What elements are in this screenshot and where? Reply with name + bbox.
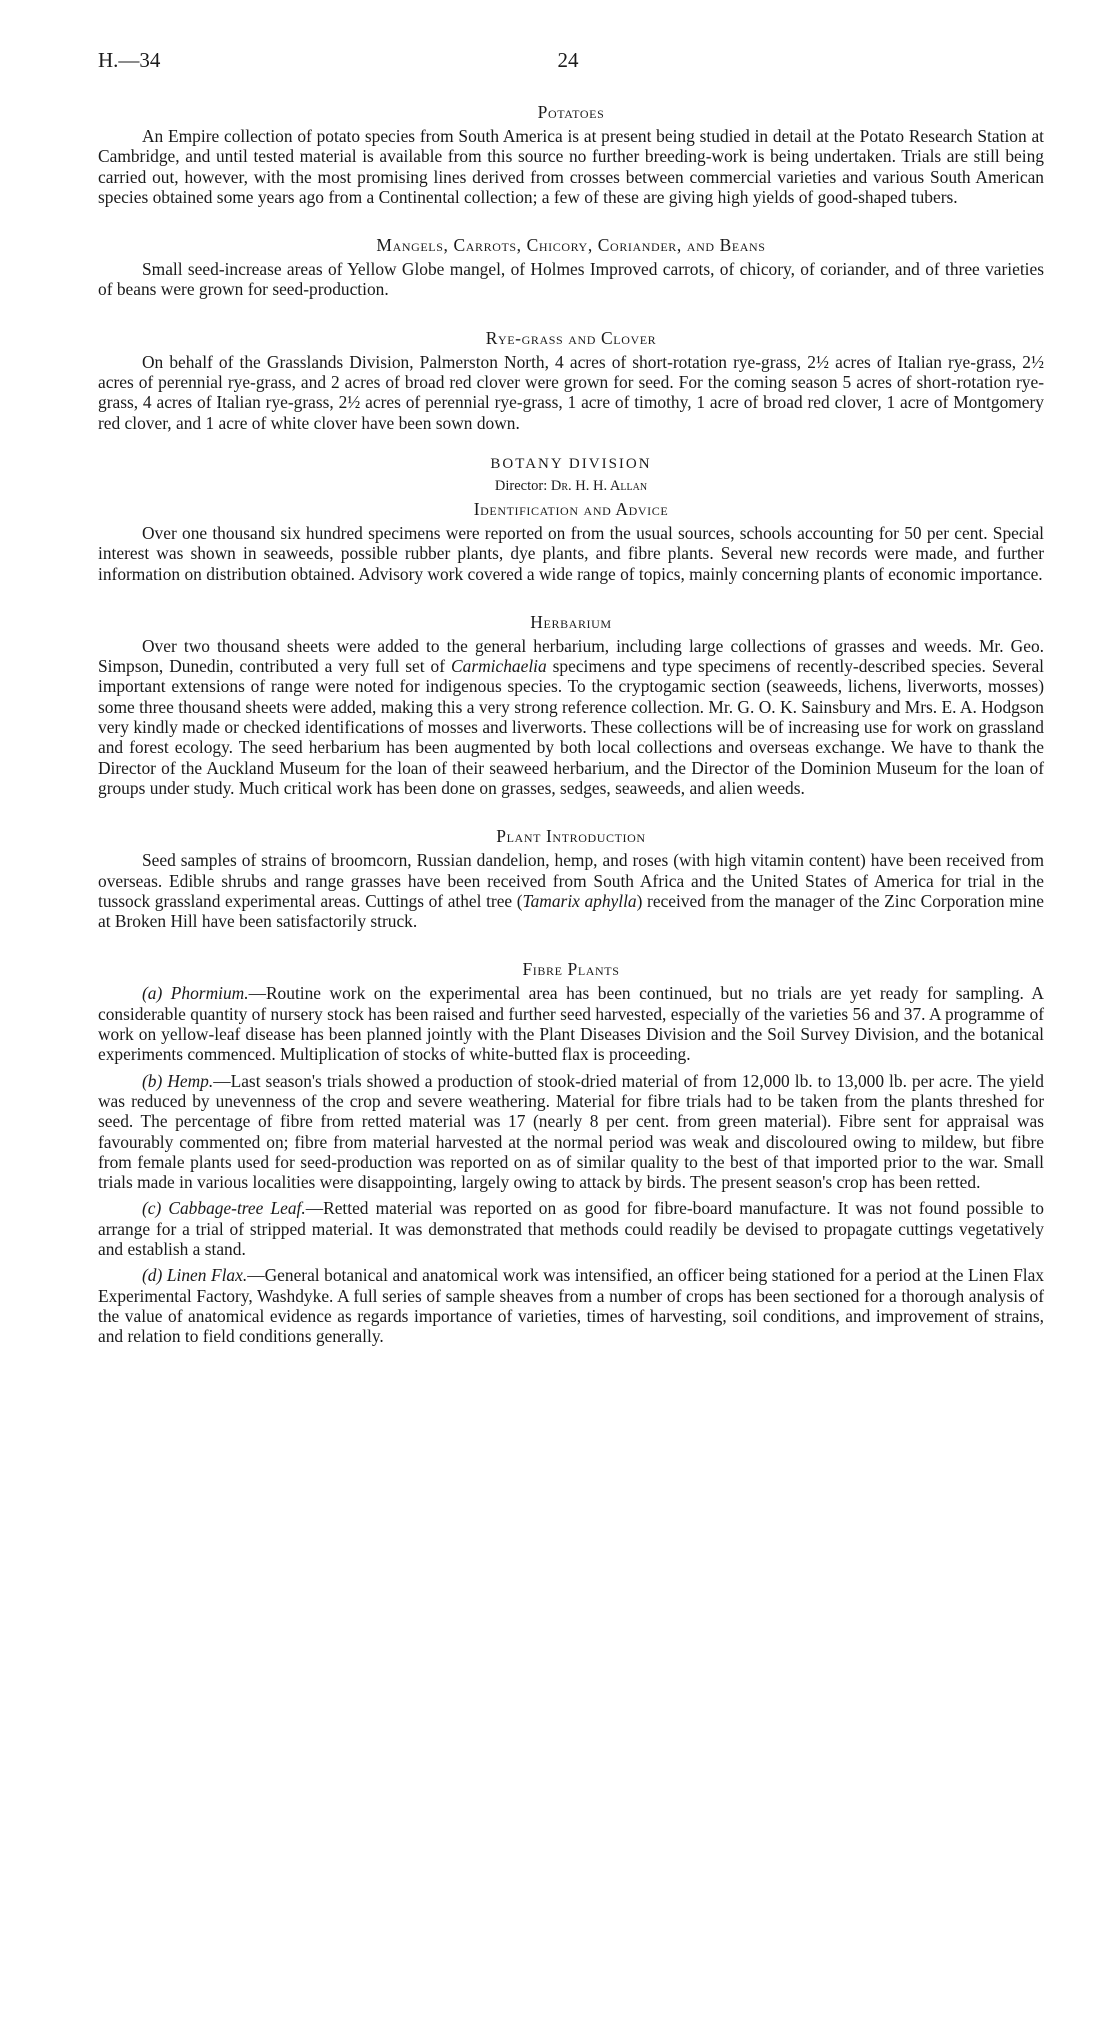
fibre-c-label: (c) [142,1198,162,1219]
herbarium-text-b: specimens and type specimens of recently-described species. Several important extensions of range were noted for indigenous species. To the cryptogamic section (seaweeds, lichens, liverworts, mosses) some three thousand sheets were added, making this a very strong reference collection. Mr. G. O. K. Sainsbury and Mrs. E. A. Hodgson very kindly made or checked identifications of mosses and liverworts. These collections will be of increasing use for work on grassland and forest ecology. The seed herbarium has been augmented by both local collections and overseas exchange. We have to thank the Director of the Auckland Museum for the loan of their seaweed herbarium, and the Director of the Dominion Museum for the loan of groups under study. Much critical work has been done on grasses, sedges, seaweeds, and alien weeds. [98,656,1045,798]
fibre-d-text: —General botanical and anatomical work was intensified, an officer being stationed for a period at the Linen Flax Experimental Factory, Washdyke. A full series of sample sheaves from a number of crops has been sectioned for a thorough analysis of the value of anatomical evidence as regards importance of varieties, times of harvesting, soil conditions, and improvement of strains, and relation to field conditions generally. [98,1265,1044,1347]
heading-fibre-plants: Fibre Plants [522,959,620,980]
paragraph-potatoes: An Empire collection of potato species from South America is at present being studied in detail at the Potato Research Station at Cambridge, and until tested material is available from this source no further breeding-work is being undertaken. Trials are still being carried out, however, with the most promising lines derived from crosses between commercial varieties and various South American species obtained some years ago from a Continental collection; a few of these are giving high yields of good-shaped tubers. [98,126,1044,207]
heading-ryegrass: Rye-grass and Clover [485,327,657,348]
fibre-a-label: (a) [142,983,163,1004]
director-line [98,475,1044,497]
paragraph-fibre-c [98,1198,1044,1259]
fibre-b-text: —Last season's trials showed a production of stook-dried material of from 12,000 lb. to 13,000 lb. per acre. The yield was reduced by unevenness of the crop and severe weathering. Material for fibre trials had to be taken from the plants threshed for seed. The percentage of fibre from retted material was 17 (nearly 8 per cent. from green material). Fibre sent for appraisal was favourably commented on; fibre from material harvested at the normal period was weak and discoloured owing to mildew, but fibre from female plants used for seed-production was reported on as of similar quality to the best of that imported prior to the war. Small trials made in various localities were disappointing, largely owing to attack by birds. The present season's crop has been retted. [98,1070,1044,1193]
fibre-a-text: —Routine work on the experimental area has been continued, but no trials are yet ready for sampling. A considerable quantity of nursery stock has been raised and further seed harvested, especially of the varieties 56 and 37. A programme of work on yellow-leaf disease has been planned jointly with the Plant Diseases Division and the Soil Survey Division, and the botanical experiments commenced. Multiplication of stocks of white-butted flax is proceeding. [98,983,1044,1065]
paragraph-ryegrass: On behalf of the Grasslands Division, Palmerston North, 4 acres of short-rotation rye-grass, 2½ acres of Italian rye-grass, 2½ acres of perennial rye-grass, and 2 acres of broad red clover were grown for seed. For the coming season 5 acres of short-rotation rye-grass, 4 acres of Italian rye-grass, 2½ acres of perennial rye-grass, 1 acre of timothy, 1 acre of broad red clover, 1 acre of Montgomery red clover, and 1 acre of white clover have been sown down. [98,351,1044,433]
director-label: Director: [494,477,548,494]
heading-potatoes: Potatoes [537,102,605,122]
paragraph-plant-introduction [98,850,1044,931]
page-number: 24 [557,48,579,72]
fibre-a-title: Phormium. [170,983,249,1004]
paragraph-identification: Over one thousand six hundred specimens were reported on from the usual sources, schools accounting for 50 per cent. Special interest was shown in seaweeds, possible rubber plants, dye plants, and fibre plants. Several new records were made, and further information on distribution obtained. Advisory work covered a wide range of topics, mainly concerning plants of economic importance. [98,522,1044,584]
genus-carmichaelia: Carmichaelia [451,656,547,677]
species-tamarix: Tamarix aphylla [522,890,637,911]
fibre-b-title: Hemp. [167,1070,214,1091]
document-reference: H.—34 [98,48,161,72]
herbarium-text-a: Over two thousand sheets were added to the general herbarium, including large collections of grasses and weeds. Mr. Geo. Simpson, Dunedin, contributed a very full set of [98,635,1044,677]
heading-identification: Identification and Advice [473,498,669,519]
paragraph-herbarium [98,636,1044,798]
fibre-b-label: (b) [142,1070,163,1091]
paragraph-fibre-b [98,1071,1044,1193]
fibre-d-label: (d) [142,1265,163,1286]
fibre-d-title: Linen Flax. [166,1265,248,1286]
body-text [98,100,1044,1346]
fibre-c-title: Cabbage-tree Leaf. [168,1198,306,1219]
running-header [98,48,1038,78]
paragraph-fibre-d [98,1265,1044,1346]
heading-mangels: Mangels, Carrots, Chicory, Coriander, and Beans [376,235,766,256]
heading-plant-introduction: Plant Introduction [496,826,646,847]
director-name: Dr. H. H. Allan [550,477,648,494]
fibre-c-text: —Retted material was reported on as good for fibre-board manufacture. It was not found possible to arrange for a trial of stripped material. It was demonstrated that methods could readily be devised to propagate cuttings vegetatively and establish a stand. [98,1198,1044,1259]
division-title: BOTANY DIVISION [490,455,652,472]
paragraph-mangels: Small seed-increase areas of Yellow Globe mangel, of Holmes Improved carrots, of chicory, of coriander, and of three varieties of beans were grown for seed-production. [98,259,1044,300]
introduction-text-b: ) received from the manager of the Zinc Corporation mine at Broken Hill have been satisfactorily struck. [98,890,1044,932]
introduction-text-a: Seed samples of strains of broomcorn, Russian dandelion, hemp, and roses (with high vitamin content) have been received from overseas. Edible shrubs and range grasses have been received from South Africa and the United States of America for trial in the tussock grassland experimental areas. Cuttings of athel tree ( [98,850,1044,911]
paragraph-fibre-a [98,983,1044,1064]
heading-herbarium: Herbarium [530,611,612,632]
